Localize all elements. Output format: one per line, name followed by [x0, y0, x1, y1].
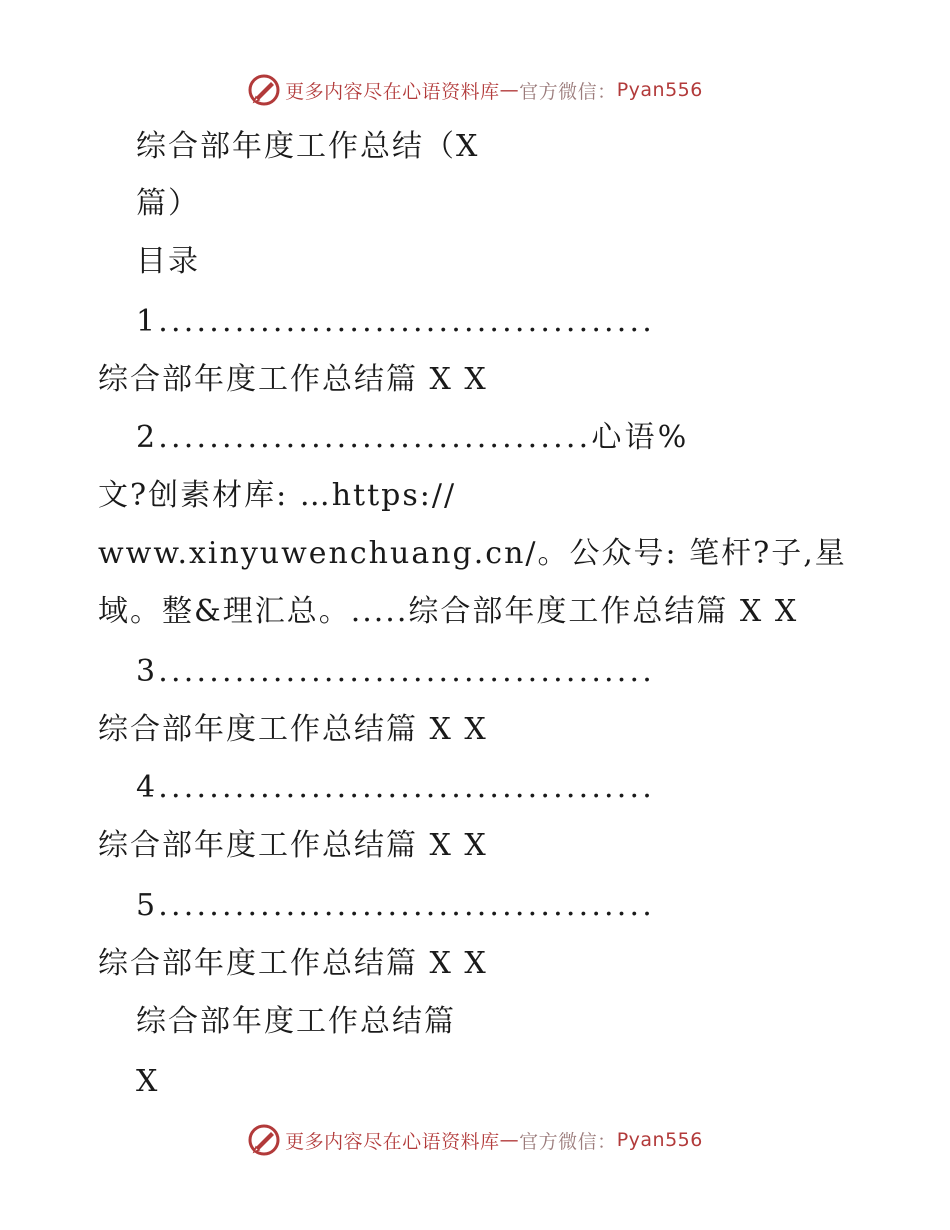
footer-watermark-banner [0, 1120, 950, 1160]
toc-entry-5-text: 综合部年度工作总结篇 X X [98, 946, 488, 981]
pen-logo-icon [247, 1123, 281, 1157]
toc-entry-4-number: 4....................................... [136, 770, 655, 805]
body-section-marker: X [136, 1064, 160, 1099]
toc-entry-5-number: 5....................................... [136, 888, 655, 923]
toc-heading: 目录 [136, 244, 200, 279]
banner-wechat-handle: Pyan556 [616, 79, 703, 101]
toc-entry-1-text: 综合部年度工作总结篇 X X [98, 362, 488, 397]
toc-entry-2-line-3: www.xinyuwenchuang.cn/。公众号: 笔杆?子,星 [98, 536, 847, 571]
toc-entry-1-number: 1....................................... [136, 304, 655, 339]
toc-entry-2-line-2: 文?创素材库: …https:// [98, 478, 457, 513]
pen-logo-icon [247, 73, 281, 107]
banner-main-text: 更多内容尽在心语资料库 [285, 1130, 500, 1153]
header-watermark-banner [0, 70, 950, 110]
toc-entry-2-line-4: 域。整&理汇总。.....综合部年度工作总结篇 X X [98, 594, 799, 629]
toc-entry-4-text: 综合部年度工作总结篇 X X [98, 828, 488, 863]
banner-main-text: 更多内容尽在心语资料库 [285, 80, 500, 103]
banner-wechat-label: 官方微信： [519, 80, 617, 103]
banner-wechat-handle: Pyan556 [616, 1129, 703, 1151]
toc-entry-3-number: 3....................................... [136, 654, 655, 689]
banner-wechat-label: 官方微信： [519, 1130, 617, 1153]
toc-entry-2-number: 2..................................心语% [136, 420, 690, 455]
body-section-heading: 综合部年度工作总结篇 [136, 1004, 456, 1039]
doc-title-line-2: 篇） [136, 186, 200, 221]
banner-separator: — [499, 1129, 520, 1151]
doc-title-line-1: 综合部年度工作总结（X [136, 129, 480, 164]
toc-entry-3-text: 综合部年度工作总结篇 X X [98, 712, 488, 747]
banner-separator: — [499, 79, 520, 101]
